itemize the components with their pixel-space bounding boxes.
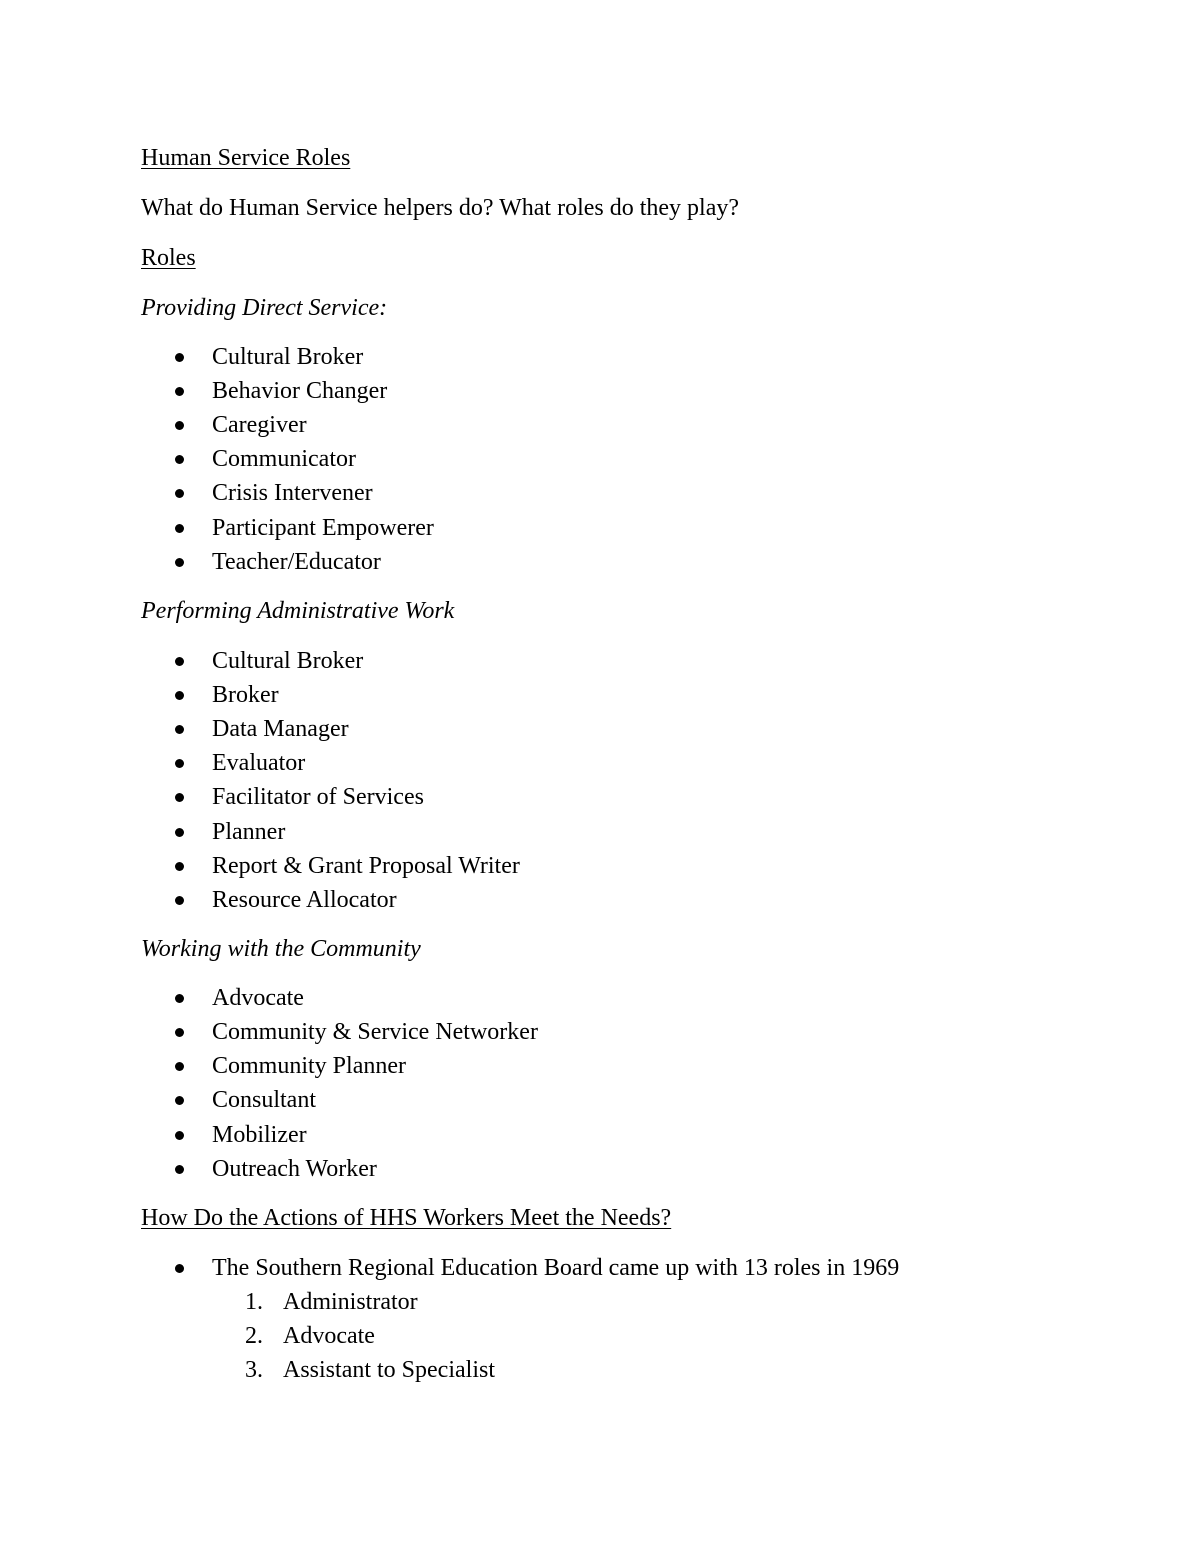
bullet-icon	[175, 1165, 184, 1174]
intro-question: What do Human Service helpers do? What roles do they play?	[141, 195, 740, 221]
bullet-icon	[175, 828, 184, 837]
section-heading-direct-service: Providing Direct Service:	[141, 295, 388, 321]
bullet-icon	[175, 896, 184, 905]
needs-heading: How Do the Actions of HHS Workers Meet the Needs?	[141, 1205, 672, 1231]
bullet-icon	[175, 455, 184, 464]
bullet-icon	[175, 421, 184, 430]
bullet-icon	[175, 1062, 184, 1071]
bullet-icon	[175, 691, 184, 700]
bullet-icon	[175, 793, 184, 802]
bullet-icon	[175, 1096, 184, 1105]
bullet-icon	[175, 657, 184, 666]
document-page: Human Service Roles What do Human Service helpers do? What roles do they play? Roles Providing Direct Service: Cultural Broker Behavior Changer Caregiver Communicator Crisis Intervener Participant Empowerer Teacher/Educator Performing Administrative Work Cultural Broker Broker Data Manager Evaluator Facilitator of Services Planner Report & Grant Proposal Writer Resource Allocator Working with the Community Advocate Community & Service Networker Community Planner Consultant Mobilizer Outreach Worker How Do the Actions of HHS Workers Meet the Needs? The Southern Regional Education Board came up with 13 roles in 1969 1. Administrator 2. Advocate 3. Assistant to Specialist	[0, 0, 1200, 1553]
roles-heading: Roles	[141, 245, 196, 271]
document-title: Human Service Roles	[141, 145, 351, 171]
bullet-icon	[175, 353, 184, 362]
bullet-icon	[175, 1264, 184, 1273]
bullet-icon	[175, 524, 184, 533]
bullet-icon	[175, 994, 184, 1003]
bullet-icon	[175, 489, 184, 498]
section-heading-administrative-work: Performing Administrative Work	[141, 598, 455, 624]
section-heading-community: Working with the Community	[141, 936, 421, 962]
bullet-icon	[175, 1131, 184, 1140]
bullet-icon	[175, 1028, 184, 1037]
bullet-icon	[175, 759, 184, 768]
bullet-icon	[175, 725, 184, 734]
bullet-icon	[175, 558, 184, 567]
bullet-icon	[175, 387, 184, 396]
bullet-icon	[175, 862, 184, 871]
